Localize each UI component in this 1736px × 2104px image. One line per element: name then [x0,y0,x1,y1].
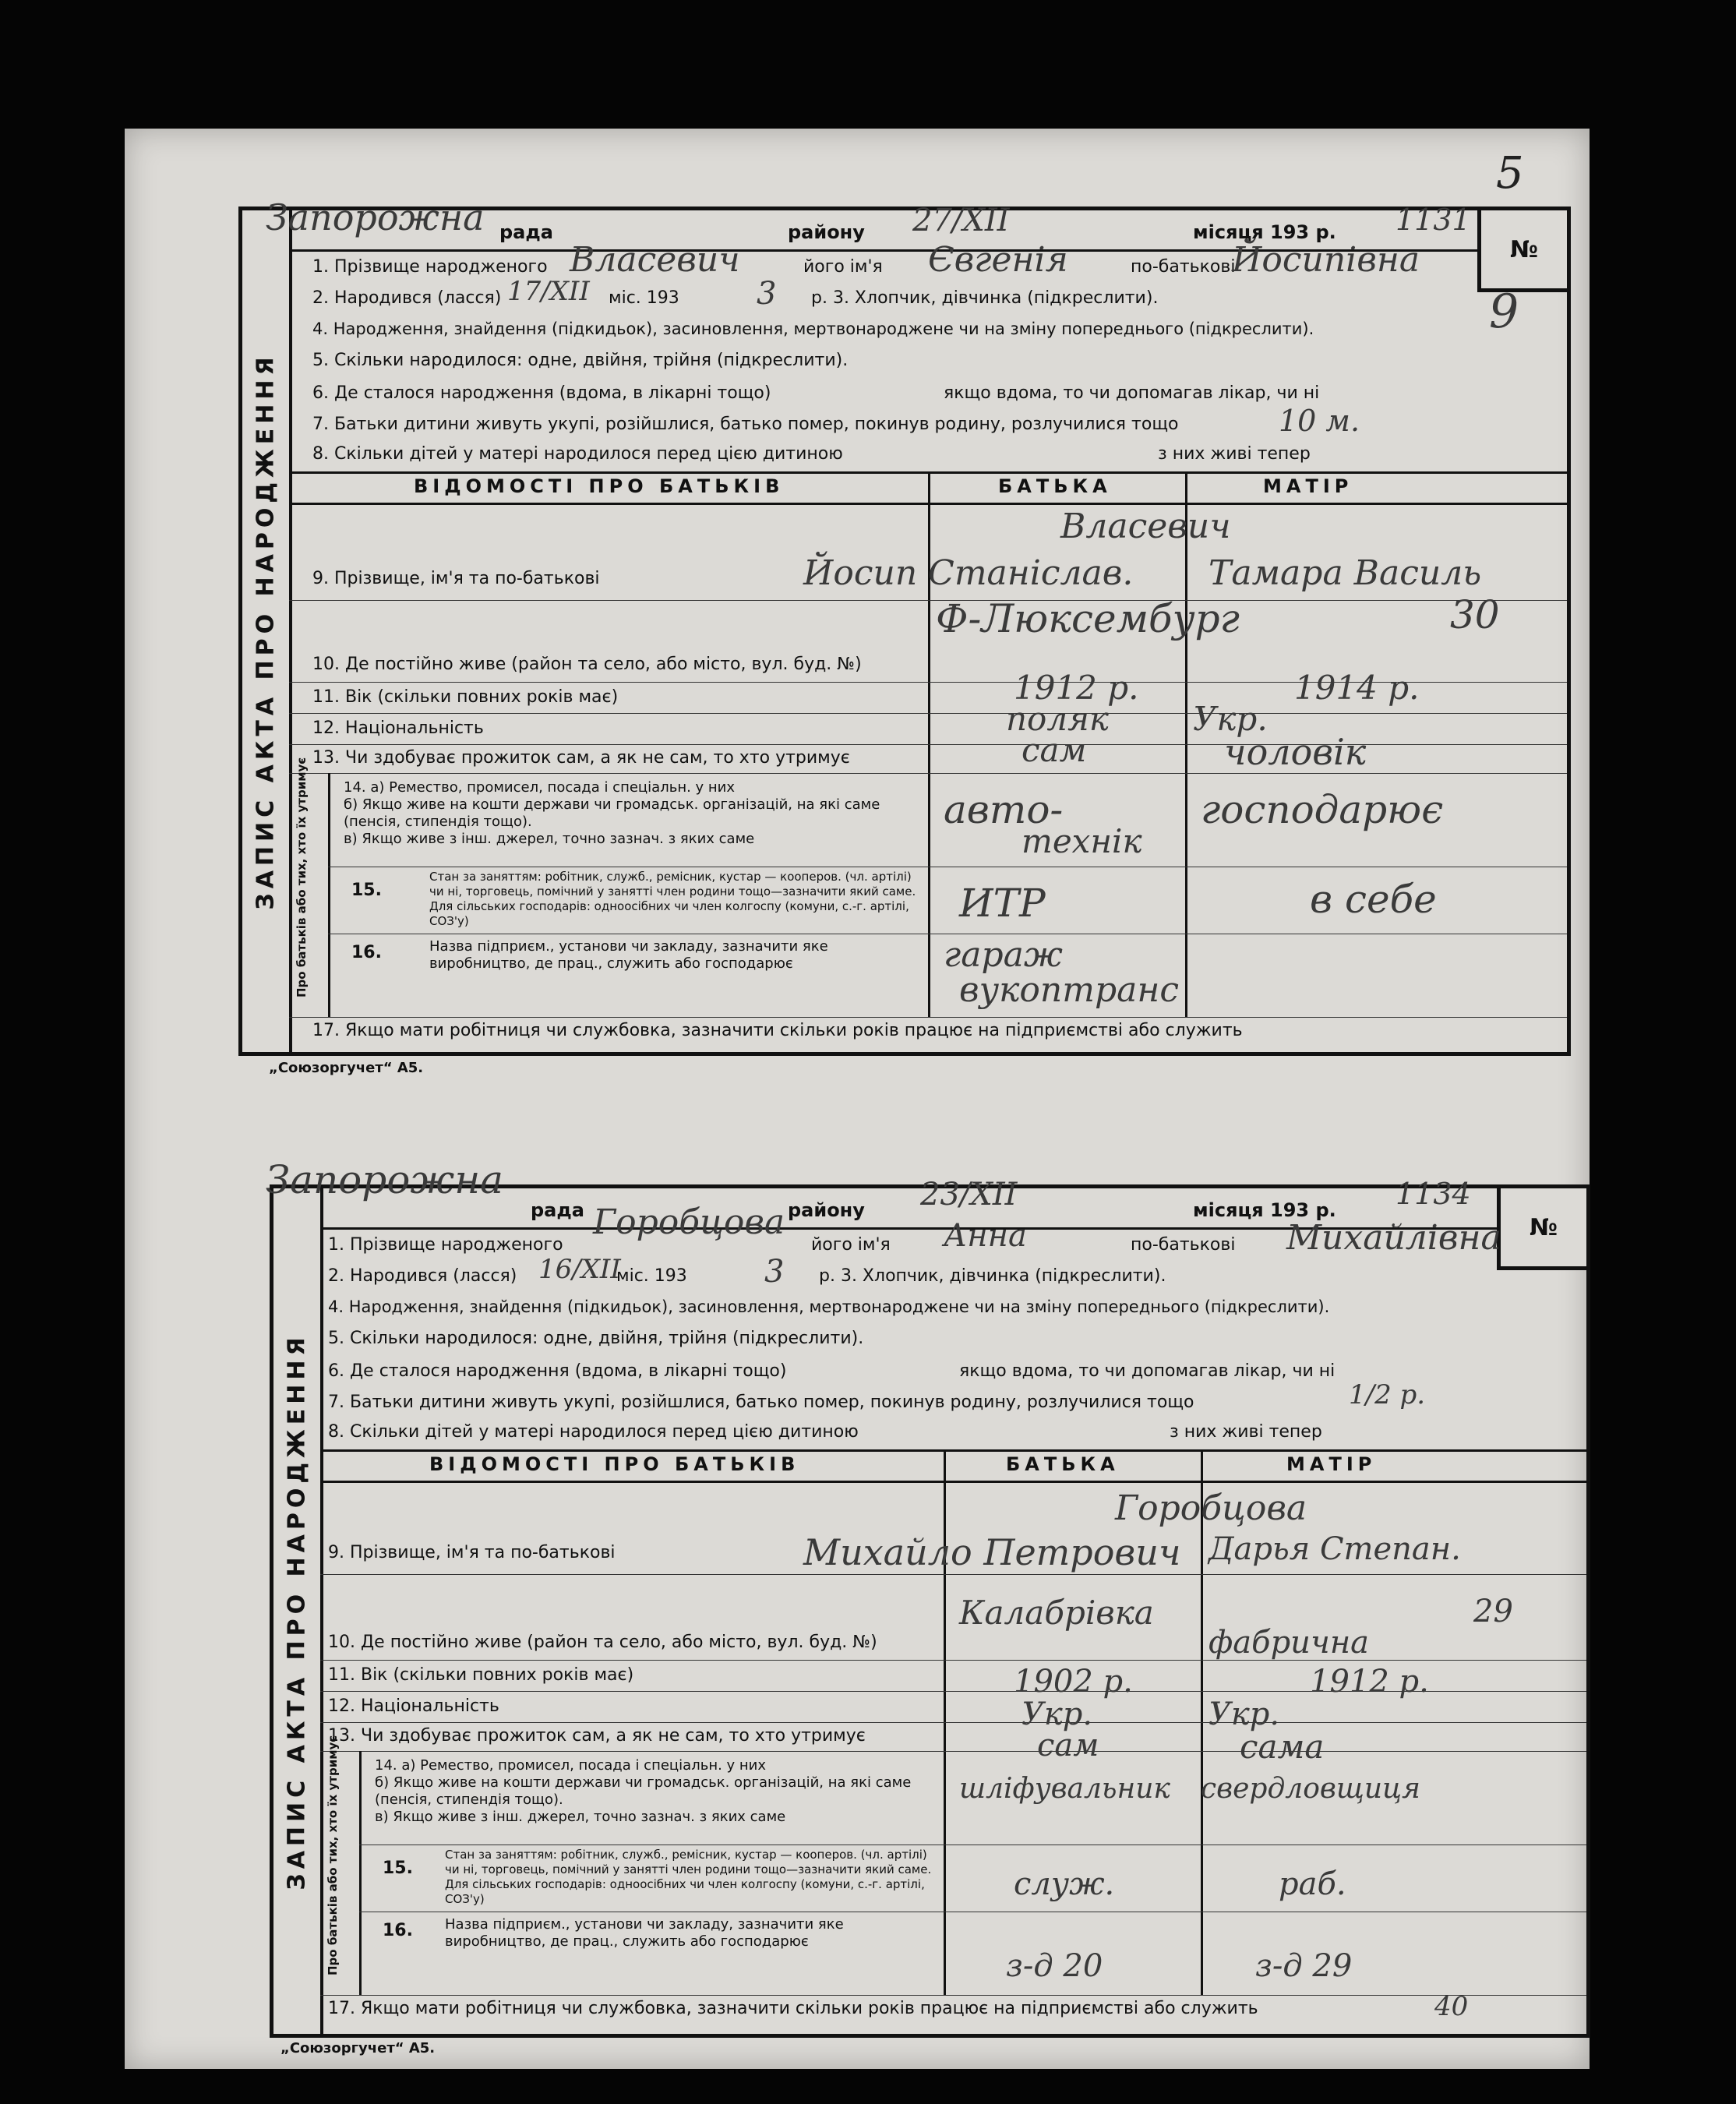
hw-mother-4: фабрична [1208,1625,1370,1661]
row-2: 2. Народився (ласся) [312,288,502,308]
trow-12: 12. Національність [328,1696,499,1716]
row-14c: в) Якщо живе з інш. джерел, точно зазнач. з яких саме [344,831,755,847]
row-2: 2. Народився (ласся) [328,1266,517,1286]
hw-father-2: Калабрівка [959,1594,1154,1632]
hw-year: 3 [764,1254,785,1290]
row-8: 8. Скільки дітей у матері народилося перед цією дитиною [312,444,843,464]
hw-mother-7: господарює [1201,787,1444,832]
row-1-patr: по-батькові [1131,1235,1236,1255]
hw-mother-5: Укр. [1193,700,1268,738]
hw-mother-6: чоловік [1224,731,1367,773]
side-column [242,210,292,1052]
birth-record-form-1 [238,196,1571,1056]
hw-mother-2: Дарья Степан. [1208,1531,1461,1567]
row-6b: якщо вдома, то чи допомагав лікар, чи ні [959,1361,1336,1381]
birth-record-form-2 [266,1157,1590,2038]
hw-mother-8: в себе [1310,877,1437,922]
hw-father-1: Йосип Станіслав. [803,553,1134,593]
hw-number: 1131 [1396,203,1471,237]
hw-mother-11: 40 [1434,1991,1469,2022]
hw-rada: Запорожна [266,196,485,238]
hw-surname: Горобцова [593,1202,785,1242]
raion-label: району [788,1199,865,1221]
hw-father-6: шліфувальник [959,1773,1170,1805]
hw-father-4: поляк [1006,700,1109,738]
row-2-3: р. 3. Хлопчик, дівчинка (підкреслити). [811,288,1159,308]
row-1-name: його ім'я [811,1235,891,1255]
trow-13: 13. Чи здобуває прожиток сам, а як не сам, то хто утримує [328,1726,866,1746]
hw-father-9: гараж [944,935,1063,975]
raion-label: району [788,221,865,243]
footer-2: „Союзоргучет“ А5. [281,2040,436,2056]
row-14 [375,1757,936,1826]
hw-patr: Михайлівна [1286,1218,1501,1258]
hw-father-5: сам [1021,731,1087,769]
row-14a: 14. а) Ремество, промисел, посада і спеціальн. у них [375,1757,767,1774]
hw-extra: 9 [1489,284,1519,339]
hw-surname: Власевич [570,240,740,280]
row-1-name: його ім'я [803,257,883,277]
hw-together: 10 м. [1279,404,1360,438]
month-label: місяця 193 р. [1193,221,1336,243]
hw-together: 1/2 р. [1349,1379,1426,1410]
row-8: 8. Скільки дітей у матері народилося перед цією дитиною [328,1422,859,1442]
hw-mother-9: раб. [1279,1866,1346,1902]
row-4: 4. Народження, знайдення (підкидьок), засиновлення, мертвонароджене чи на зміну попереднього (підкреслити). [328,1297,1330,1316]
row-6: 6. Де сталося народження (вдома, в лікарні тощо) [328,1361,787,1381]
hw-rada: Запорожна [266,1157,503,1202]
side-title: ЗАПИС АКТА ПРО НАРОДЖЕННЯ [283,1332,311,1890]
rada-label: рада [531,1199,584,1221]
hw-mother-8: свердловщиця [1201,1773,1421,1805]
hw-born: 16/XII [538,1254,621,1285]
record-number-box [1497,1184,1590,1270]
trow-13: 13. Чи здобуває прожиток сам, а як не сам, то хто утримує [312,748,850,768]
row-16: Назва підприєм., установи чи закладу, зазначити яке виробництво, де прац., служить або господарює [429,938,828,972]
row-16: Назва підприєм., установи чи закладу, зазначити яке виробництво, де прац., служить або господарює [445,1916,844,1950]
hw-mother-7: сама [1240,1728,1325,1766]
row-15-num: 15. [351,881,382,900]
row-16-num: 16. [383,1921,413,1940]
row-6b: якщо вдома, то чи допомагав лікар, чи ні [944,383,1320,403]
row-8b: з них живі тепер [1170,1422,1322,1442]
page-number: 5 [1496,148,1524,199]
footer-1: „Союзоргучет“ А5. [269,1060,424,1076]
hw-father-3: 1912 р. [1014,669,1139,707]
trow-10: 10. Де постійно живе (район та село, або місто, вул. буд. №) [312,655,862,674]
hw-mother-4: 1914 р. [1294,669,1420,707]
row-7: 7. Батьки дитини живуть укупі, розійшлися, батько помер, покинув родину, розлучилися тощо [312,415,1179,434]
number-label: № [1529,1213,1558,1241]
row-14b: б) Якщо живе на кошти держави чи громадськ. організацій, на які саме (пенсія, стипендія тощо). [375,1774,912,1808]
row-14b: б) Якщо живе на кошти держави чи громадськ. організацій, на які саме (пенсія, стипендія тощо). [344,796,880,830]
th-parents: ВІДОМОСТІ ПРО БАТЬКІВ [414,475,785,497]
hw-name: Євгенія [928,240,1068,280]
trow-11: 11. Вік (скільки повних років має) [312,687,619,707]
hw-father-7: технік [1021,822,1142,860]
row-15-num: 15. [383,1859,413,1878]
row-1-patr: по-батькові [1131,257,1236,277]
row-14a: 14. а) Ремество, промисел, посада і спеціальн. у них [344,779,736,796]
hw-father-4: Укр. [1021,1696,1093,1732]
hw-father-1: Михайло Петрович [803,1531,1181,1573]
trow-12: 12. Національність [312,718,484,738]
trow-11: 11. Вік (скільки повних років має) [328,1665,634,1685]
hw-mother-3: 30 [1450,592,1500,637]
row-2-month: міс. 193 [616,1266,687,1286]
th-father: БАТЬКА [1006,1453,1120,1475]
row-7: 7. Батьки дитини живуть укупі, розійшлися, батько помер, покинув родину, розлучилися тощо [328,1393,1194,1412]
row-1: 1. Прізвище народженого [312,257,548,277]
rada-label: рада [499,221,553,243]
hw-father-2: Ф-Люксембург [936,596,1240,641]
hw-number: 1134 [1396,1177,1471,1211]
th-parents: ВІДОМОСТІ ПРО БАТЬКІВ [429,1453,800,1475]
hw-father-7: служ. [1014,1866,1115,1902]
side-column [273,1188,323,2034]
row-6: 6. Де сталося народження (вдома, в лікарні тощо) [312,383,771,403]
trow-9: 9. Прізвище, ім'я та по-батькові [328,1543,616,1562]
hw-mother-5: 1912 р. [1310,1664,1429,1700]
row-17: 17. Якщо мати робітниця чи службовка, зазначити скільки років працює на підприємстві або служить [312,1021,1243,1040]
hw-mother-1: Горобцова [1115,1488,1307,1528]
row-14 [344,779,920,848]
side-small-label: Про батьків або тих, хто їх утримує [326,1735,340,1975]
row-8b: з них живі тепер [1158,444,1311,464]
hw-mother-3: 29 [1473,1594,1513,1629]
row-16-num: 16. [351,943,382,962]
row-2-month: міс. 193 [609,288,679,308]
side-title: ЗАПИС АКТА ПРО НАРОДЖЕННЯ [252,352,280,910]
hw-father-10: вукоптранс [959,970,1179,1010]
hw-mother-6: Укр. [1208,1696,1280,1732]
hw-father-3: 1902 р. [1014,1664,1133,1700]
row-15: Стан за заняттям: робітник, служб., ремісник, кустар — кооперов. (чл. артілі) чи ні, торговець, помічний у занятті член родини тощо—зазначити який саме. Для сільських господарів: одноосібних чи член колгоспу (комуни, с.-г. артілі, СОЗ'у) [429,870,916,928]
row-14c: в) Якщо живе з інш. джерел, точно зазнач. з яких саме [375,1809,786,1825]
th-mother: МАТІР [1263,475,1353,497]
row-2-3: р. 3. Хлопчик, дівчинка (підкреслити). [819,1266,1166,1286]
trow-9: 9. Прізвище, ім'я та по-батькові [312,569,600,588]
hw-mother-2: Тамара Василь [1208,553,1482,593]
hw-mother-1: Власевич [1060,507,1231,546]
month-label: місяця 193 р. [1193,1199,1336,1221]
hw-father-8: з-д 20 [1006,1948,1103,1984]
row-4: 4. Народження, знайдення (підкидьок), засиновлення, мертвонароджене чи на зміну попереднього (підкреслити). [312,319,1314,338]
row-5: 5. Скільки народилося: одне, двійня, трійня (підкреслити). [328,1329,864,1348]
hw-father-5: сам [1037,1728,1099,1763]
th-mother: МАТІР [1286,1453,1377,1475]
hw-raion: 23/XII [920,1177,1018,1213]
hw-born: 17/XII [507,276,590,307]
hw-year: 3 [757,276,777,312]
hw-patr: Йосипівна [1232,240,1420,280]
row-17: 17. Якщо мати робітниця чи службовка, зазначити скільки років працює на підприємстві або служить [328,1999,1258,2018]
trow-10: 10. Де постійно живе (район та село, або місто, вул. буд. №) [328,1633,877,1652]
hw-raion: 27/XII [912,203,1010,238]
number-label: № [1509,235,1539,263]
hw-father-8: ИТР [959,881,1046,926]
hw-father-6: авто- [944,787,1064,832]
hw-name: Анна [944,1218,1027,1254]
row-5: 5. Скільки народилося: одне, двійня, трійня (підкреслити). [312,351,849,370]
row-1: 1. Прізвище народженого [328,1235,563,1255]
row-15: Стан за заняттям: робітник, служб., ремісник, кустар — кооперов. (чл. артілі) чи ні, торговець, помічний у занятті член родини тощо—зазначити який саме. Для сільських господарів: одноосібних чи член колгоспу (комуни, с.-г. артілі, СОЗ'у) [445,1848,932,1906]
th-father: БАТЬКА [998,475,1112,497]
hw-mother-10: з-д 29 [1255,1948,1353,1984]
record-number-box [1477,207,1571,292]
side-small-label: Про батьків або тих, хто їх утримує [295,757,309,997]
